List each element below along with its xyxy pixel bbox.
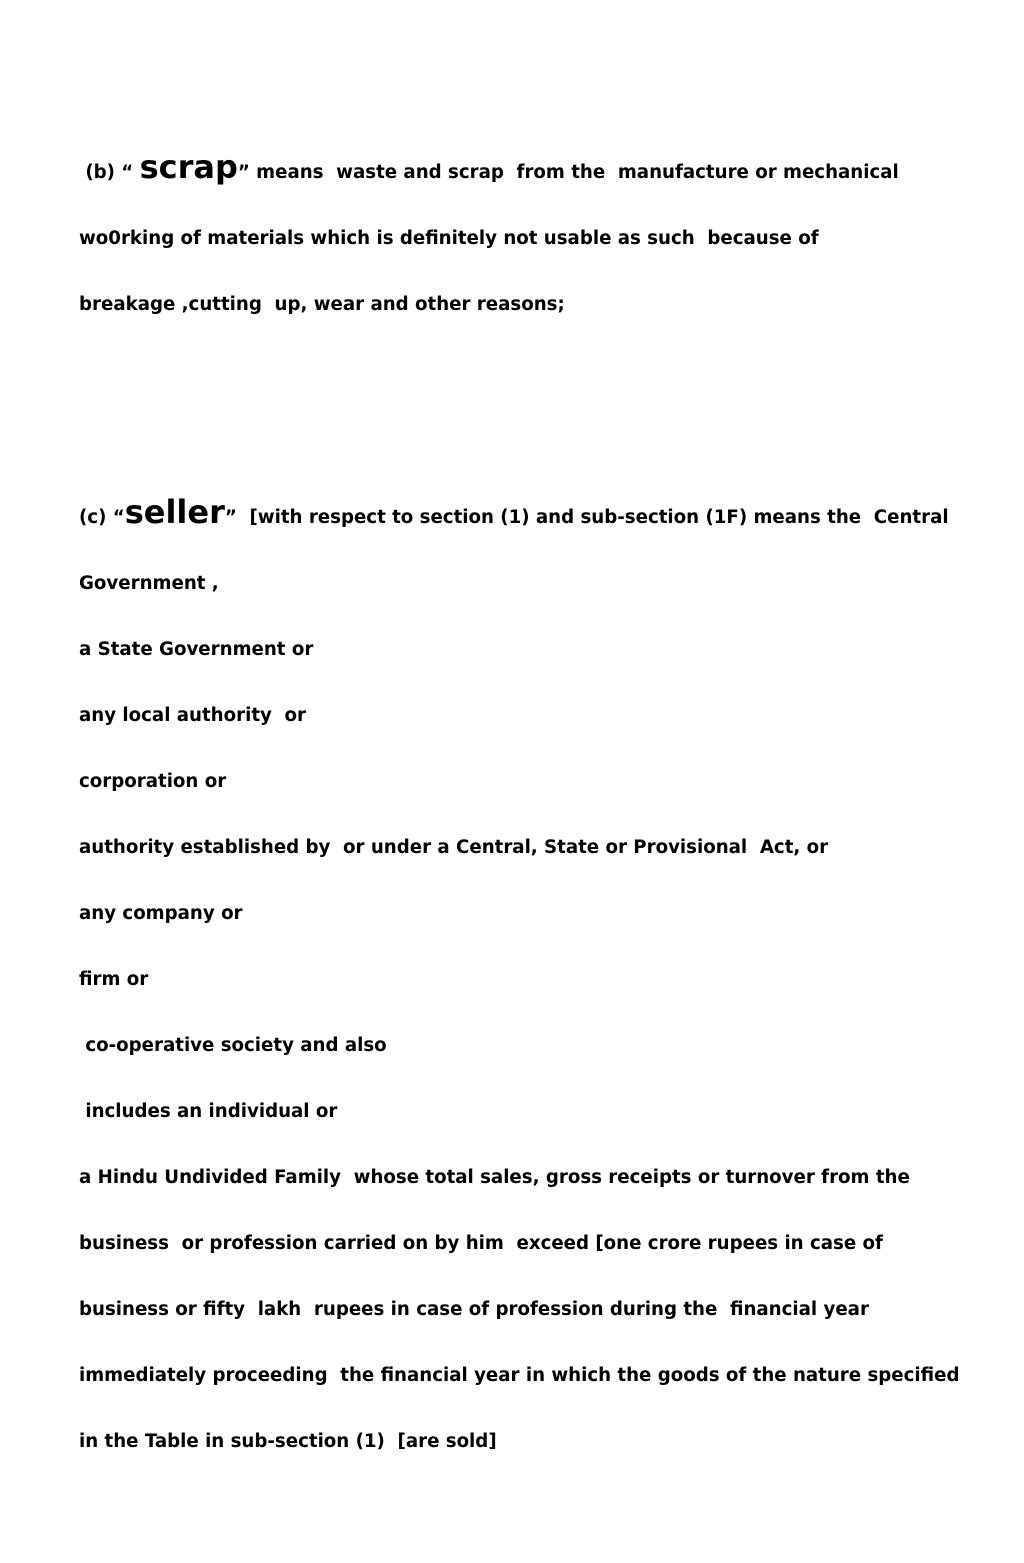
clause-b-line-1 — [79, 148, 979, 186]
clause-b-term: scrap — [139, 148, 238, 186]
clause-c-line: corporation or — [79, 771, 227, 792]
clause-c-line: firm or — [79, 969, 149, 990]
clause-c-term: seller — [124, 493, 225, 531]
clause-c-line: any local authority or — [79, 705, 306, 726]
clause-c-line-1-rest: ” [with respect to section (1) and sub-section (1F) means the Central — [224, 507, 949, 528]
clause-c-line: immediately proceeding the financial year in which the goods of the nature specified — [79, 1365, 960, 1386]
clause-c-line: business or fifty lakh rupees in case of profession during the financial year — [79, 1299, 869, 1320]
clause-b-paragraph — [79, 112, 979, 360]
clause-c-line: co-operative society and also — [79, 1035, 387, 1056]
clause-b-line-1-rest: ” means waste and scrap from the manufacture or mechanical — [237, 162, 899, 183]
clause-c-prefix: (c) “ — [79, 507, 125, 528]
clause-c-line: a State Government or — [79, 639, 314, 660]
clause-c-paragraph — [79, 457, 979, 1497]
clause-b-prefix: (b) “ — [79, 162, 140, 183]
clause-c-line-1 — [79, 493, 979, 531]
clause-c-line: in the Table in sub-section (1) [are sold] — [79, 1431, 497, 1452]
clause-c-line: any company or — [79, 903, 243, 924]
clause-c-line: includes an individual or — [79, 1101, 338, 1122]
clause-c-line: authority established by or under a Central, State or Provisional Act, or — [79, 837, 829, 858]
clause-b-line-2: wo0rking of materials which is definitely not usable as such because of — [79, 228, 819, 249]
clause-c-line: Government , — [79, 573, 219, 594]
slide-body-text — [79, 46, 979, 1563]
clause-c-line: a Hindu Undivided Family whose total sales, gross receipts or turnover from the — [79, 1167, 910, 1188]
clause-b-line-3: breakage ,cutting up, wear and other reasons; — [79, 294, 565, 315]
clause-c-line: business or profession carried on by him exceed [one crore rupees in case of — [79, 1233, 883, 1254]
